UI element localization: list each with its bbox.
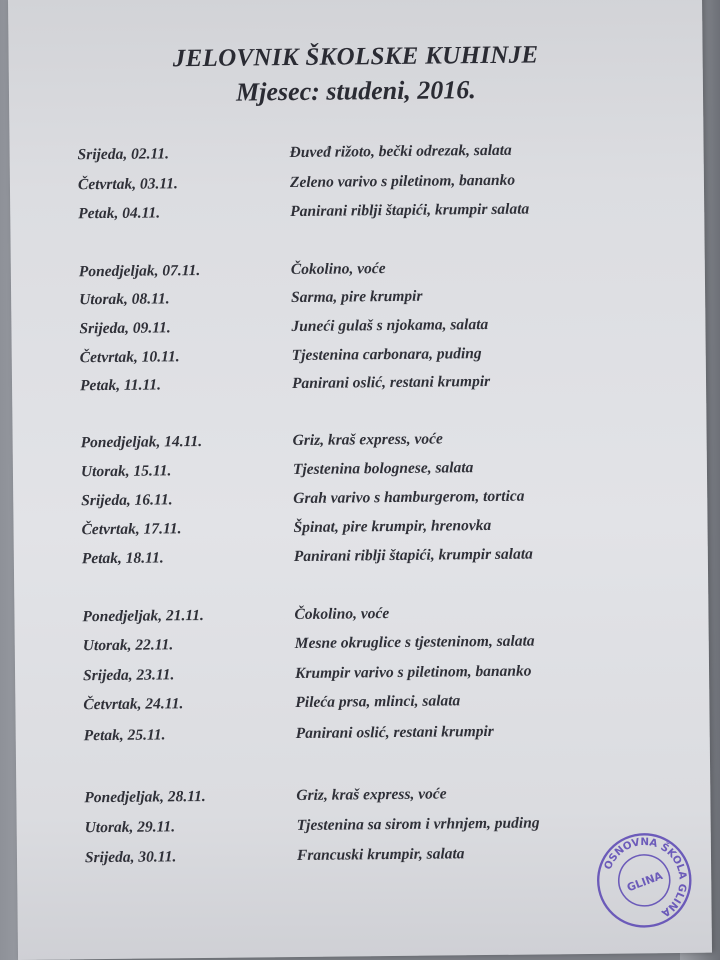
menu-meal: Đuveđ rižoto, bečki odrezak, salata: [289, 141, 512, 162]
menu-meal: Pileća prsa, mlinci, salata: [295, 692, 461, 712]
menu-day: Utorak, 08.11.: [79, 290, 170, 309]
menu-day: Srijeda, 23.11.: [82, 666, 175, 685]
menu-sheet: [8, 0, 712, 960]
menu-day: Petak, 04.11.: [78, 204, 161, 223]
menu-meal: Špinat, pire krumpir, hrenovka: [293, 516, 492, 537]
menu-meal: Tjestenina bolognese, salata: [292, 459, 474, 479]
menu-row: [84, 783, 694, 813]
menu-row: [84, 721, 694, 751]
menu-row: [79, 314, 689, 344]
menu-row: [83, 661, 693, 691]
stamp-arc-text: OSNOVNA ŠKOLA GLINA: [601, 836, 689, 920]
menu-row: [79, 257, 689, 287]
menu-row: [81, 515, 691, 545]
menu-day: Petak, 25.11.: [83, 726, 166, 745]
menu-day: Srijeda, 30.11.: [84, 848, 177, 867]
menu-meal: Zeleno varivo s piletinom, bananko: [289, 171, 516, 192]
menu-row: [82, 544, 692, 574]
menu-meal: Tjestenina carbonara, puding: [291, 345, 482, 365]
menu-meal: Panirani oslić, restani krumpir: [295, 722, 494, 743]
menu-day: Petak, 11.11.: [79, 376, 162, 395]
menu-meal: Čokolino, voće: [290, 260, 386, 279]
menu-day: Ponedjeljak, 28.11.: [84, 787, 206, 807]
page-title: JELOVNIK ŠKOLSKE KUHINJE: [172, 41, 539, 73]
menu-row: [81, 428, 691, 458]
school-stamp: [588, 824, 701, 937]
menu-row: [83, 690, 693, 720]
menu-meal: Griz, kraš express, voće: [296, 785, 447, 805]
menu-day: Četvrtak, 17.11.: [81, 520, 182, 539]
menu-day: Utorak, 29.11.: [84, 818, 176, 837]
menu-row: [79, 285, 689, 315]
menu-meal: Panirani oslić, restani krumpir: [291, 372, 491, 393]
menu-row: [81, 486, 691, 516]
menu-meal: Panirani riblji štapići, krumpir salata: [290, 200, 530, 221]
menu-meal: Čokolino, voće: [294, 605, 390, 624]
menu-meal: Tjestenina sa sirom i vrhnjem, puding: [296, 814, 540, 835]
menu-day: Ponedjeljak, 21.11.: [82, 606, 204, 626]
page-subtitle: Mjesec: studeni, 2016.: [235, 75, 476, 107]
menu-row: [82, 602, 692, 632]
menu-row: [78, 140, 688, 170]
menu-meal: Griz, kraš express, voće: [292, 430, 443, 450]
menu-meal: Panirani riblji štapići, krumpir salata: [293, 545, 533, 566]
menu-row: [83, 631, 693, 661]
menu-day: Četvrtak, 24.11.: [83, 695, 184, 714]
menu-day: Srijeda, 09.11.: [79, 319, 171, 338]
menu-meal: Krumpir varivo s piletinom, bananko: [294, 662, 532, 683]
menu-day: Srijeda, 16.11.: [81, 491, 173, 510]
menu-meal: Francuski krumpir, salata: [296, 845, 465, 865]
menu-meal: Grah varivo s hamburgerom, tortica: [293, 487, 525, 508]
stamp-town: GLINA: [625, 869, 665, 895]
menu-row: [81, 457, 691, 487]
menu-row: [78, 170, 688, 200]
menu-day: Srijeda, 02.11.: [77, 145, 170, 164]
menu-row: [80, 343, 690, 373]
menu-day: Ponedjeljak, 07.11.: [78, 262, 201, 281]
menu-meal: Juneći gulaš s njokama, salata: [291, 315, 489, 336]
menu-row: [80, 371, 690, 401]
menu-day: Četvrtak, 03.11.: [77, 175, 178, 194]
menu-day: Četvrtak, 10.11.: [79, 348, 180, 367]
menu-day: Petak, 18.11.: [81, 549, 164, 568]
menu-day: Ponedjeljak, 14.11.: [80, 432, 203, 452]
menu-day: Utorak, 22.11.: [82, 636, 174, 655]
menu-day: Utorak, 15.11.: [80, 462, 172, 481]
menu-meal: Mesne okruglice s tjesteninom, salata: [294, 632, 535, 653]
menu-meal: Sarma, pire krumpir: [291, 287, 423, 307]
menu-row: [78, 199, 688, 229]
menu-list: [8, 0, 712, 960]
